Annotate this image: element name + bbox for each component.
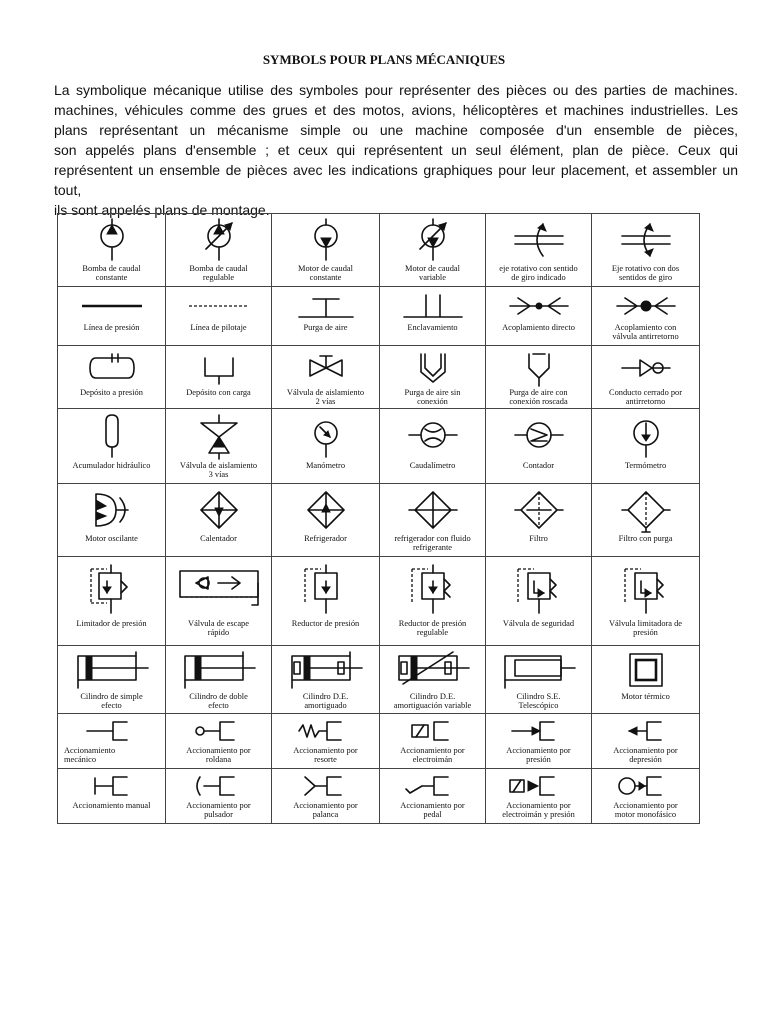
- symbol-cell: [592, 214, 700, 287]
- symbol-label: Eje rotativo con dos sentidos de giro: [611, 264, 680, 282]
- symbol-label: Acoplamiento con válvula antirretorno: [612, 323, 679, 341]
- intro-line: ils sont appelés plans de montage.: [54, 202, 270, 218]
- symbol-table: [57, 213, 700, 824]
- symbol-label: Calentador: [200, 534, 237, 543]
- check-valve-coupling-icon: [611, 289, 681, 323]
- symbol-cell: [166, 484, 272, 557]
- page-title: SYMBOLS POUR PLANS MÉCANIQUES: [262, 52, 506, 67]
- symbol-label: Reductor de presión regulable: [398, 619, 467, 637]
- counter-icon: [509, 411, 569, 461]
- symbol-label: Accionamiento por pedal: [400, 801, 465, 819]
- cooler-fluid-icon: [403, 486, 463, 534]
- symbol-cell: [380, 484, 486, 557]
- symbol-label: Cilindro D.E. amortiguado: [302, 692, 349, 710]
- symbol-label: Bomba de caudal constante: [82, 264, 141, 282]
- symbol-cell: [272, 409, 380, 484]
- symbol-cell: [58, 287, 166, 346]
- symbol-label: Accionamiento por resorte: [293, 746, 358, 764]
- symbol-label: Depósito a presión: [80, 388, 143, 397]
- pilot-line-icon: [184, 289, 254, 323]
- symbol-label: Reductor de presión: [291, 619, 360, 628]
- symbol-label: Limitador de presión: [76, 619, 147, 628]
- symbol-label: Accionamiento por electroimán: [400, 746, 465, 764]
- symbol-label: Filtro con purga: [618, 534, 673, 543]
- symbol-cell: [380, 769, 486, 824]
- symbol-cell: [58, 346, 166, 409]
- symbol-cell: [58, 409, 166, 484]
- interlock-icon: [398, 289, 468, 323]
- symbol-cell: [380, 287, 486, 346]
- symbol-cell: [166, 769, 272, 824]
- symbol-label: Depósito con carga: [186, 388, 251, 397]
- symbol-label: Termómetro: [624, 461, 667, 470]
- telescopic-cylinder-icon: [499, 648, 579, 692]
- symbol-label: Motor térmico: [621, 692, 670, 701]
- symbol-row: [58, 346, 700, 409]
- symbol-label: Refrigerador: [304, 534, 347, 543]
- symbol-cell: [166, 646, 272, 714]
- symbol-row: [58, 769, 700, 824]
- bleed-no-connection-icon: [403, 348, 463, 388]
- symbol-label: Accionamiento por pulsador: [186, 801, 251, 819]
- solenoid-actuation-icon: [398, 716, 468, 746]
- safety-valve-icon: [504, 559, 574, 619]
- symbol-label: Acumulador hidráulico: [72, 461, 151, 470]
- symbol-label: Accionamiento por electroimán y presión: [502, 801, 575, 819]
- intro-line: La symbolique mécanique utilise des symboles pour représenter des pièces ou des parties de machines.: [54, 82, 738, 98]
- symbol-cell: [380, 714, 486, 769]
- symbol-cell: [58, 769, 166, 824]
- symbol-cell: [58, 214, 166, 287]
- symbol-label: Accionamiento por presión: [506, 746, 571, 764]
- symbol-label: Cilindro de doble efecto: [189, 692, 248, 710]
- symbol-cell: [592, 346, 700, 409]
- symbol-label: Accionamiento manual: [72, 801, 151, 810]
- symbol-label: Purga de aire con conexión roscada: [509, 388, 568, 406]
- symbol-label: Accionamiento por roldana: [186, 746, 251, 764]
- intro-line: machines, véhicules comme des grues et des motos, avions, hélicoptères et machines industrielles. Les: [54, 102, 738, 118]
- pressure-reducer-icon: [291, 559, 361, 619]
- direct-coupling-icon: [504, 289, 574, 323]
- symbol-label: Enclavamiento: [407, 323, 458, 332]
- symbol-label: refrigerador con fluido refrigerante: [394, 534, 471, 552]
- symbol-cell: [486, 214, 592, 287]
- symbol-cell: [272, 214, 380, 287]
- symbol-label: Línea de presión: [83, 323, 140, 332]
- oscillating-motor-icon: [82, 486, 142, 534]
- intro-paragraph: [54, 80, 738, 220]
- symbol-label: Válvula de escape rápido: [188, 619, 249, 637]
- symbol-label: Cilindro de simple efecto: [80, 692, 143, 710]
- symbol-cell: [272, 646, 380, 714]
- symbol-cell: [58, 557, 166, 646]
- symbol-label: Contador: [522, 461, 555, 470]
- symbol-label: Motor de caudal constante: [298, 264, 353, 282]
- pressure-tank-icon: [82, 348, 142, 388]
- symbol-cell: [592, 646, 700, 714]
- symbol-label: Válvula de aislamiento 3 vías: [179, 461, 258, 479]
- symbol-cell: [592, 409, 700, 484]
- double-acting-cylinder-icon: [179, 648, 259, 692]
- symbol-row: [58, 287, 700, 346]
- symbol-cell: [272, 557, 380, 646]
- pedal-actuation-icon: [398, 771, 468, 801]
- symbol-cell: [486, 484, 592, 557]
- manometer-icon: [296, 411, 356, 461]
- symbol-label: Filtro: [529, 534, 548, 543]
- mechanical-actuation-icon: [77, 716, 147, 746]
- air-bleed-icon: [291, 289, 361, 323]
- symbol-label: Conducto cerrado por antirretorno: [608, 388, 683, 406]
- heater-icon: [189, 486, 249, 534]
- symbol-label: Purga de aire sin conexión: [404, 388, 461, 406]
- symbol-cell: [592, 287, 700, 346]
- relief-valve-icon: [611, 559, 681, 619]
- lever-actuation-icon: [291, 771, 361, 801]
- symbol-cell: [166, 714, 272, 769]
- symbol-label: Accionamiento por palanca: [293, 801, 358, 819]
- symbol-label: Manómetro: [305, 461, 346, 470]
- symbol-cell: [272, 714, 380, 769]
- shaft-two-directions-icon: [616, 216, 676, 264]
- motor-variable-icon: [408, 216, 458, 264]
- symbol-label: Motor oscilante: [85, 534, 138, 543]
- symbol-label: Motor de caudal variable: [405, 264, 460, 282]
- symbol-cell: [380, 346, 486, 409]
- cooler-icon: [296, 486, 356, 534]
- roller-actuation-icon: [184, 716, 254, 746]
- two-way-valve-icon: [296, 348, 356, 388]
- symbol-cell: [272, 346, 380, 409]
- adjustable-reducer-icon: [398, 559, 468, 619]
- pressure-limiter-icon: [77, 559, 147, 619]
- symbol-cell: [380, 409, 486, 484]
- single-acting-cylinder-icon: [72, 648, 152, 692]
- symbol-label: Línea de pilotaje: [190, 323, 247, 332]
- symbol-cell: [592, 557, 700, 646]
- symbol-cell: [272, 484, 380, 557]
- quick-exhaust-valve-icon: [174, 559, 264, 619]
- symbol-label: Bomba de caudal regulable: [189, 264, 248, 282]
- accumulator-icon: [82, 411, 142, 461]
- symbol-cell: [486, 557, 592, 646]
- symbol-cell: [166, 214, 272, 287]
- symbol-cell: [166, 409, 272, 484]
- symbol-cell: [486, 714, 592, 769]
- symbol-label: Cilindro S.E. Telescópico: [516, 692, 561, 710]
- pump-variable-icon: [194, 216, 244, 264]
- symbol-row: [58, 409, 700, 484]
- symbol-cell: [592, 714, 700, 769]
- manual-actuation-icon: [77, 771, 147, 801]
- symbol-cell: [166, 287, 272, 346]
- spring-actuation-icon: [291, 716, 361, 746]
- symbol-label: Cilindro D.E. amortiguación variable: [393, 692, 472, 710]
- symbol-label: eje rotativo con sentido de giro indicado: [499, 264, 578, 282]
- symbol-cell: [592, 769, 700, 824]
- intro-line: plans représentant un mécanisme simple ou une machine composée d'un ensemble de pièces,: [54, 122, 738, 138]
- symbol-cell: [380, 214, 486, 287]
- symbol-row: [58, 484, 700, 557]
- thermometer-icon: [616, 411, 676, 461]
- symbol-row: [58, 557, 700, 646]
- symbol-cell: [272, 769, 380, 824]
- symbol-cell: [486, 346, 592, 409]
- symbol-row: [58, 714, 700, 769]
- pushbutton-actuation-icon: [184, 771, 254, 801]
- intro-line: son appelés plans d'ensemble ; et ceux qui représentent un seul élément, plan de pièce. Ceux qui: [54, 142, 738, 158]
- symbol-cell: [380, 557, 486, 646]
- pump-fixed-icon: [87, 216, 137, 264]
- symbol-row: [58, 646, 700, 714]
- symbol-cell: [272, 287, 380, 346]
- symbol-label: Acoplamiento directo: [502, 323, 575, 332]
- symbol-label: Accionamiento por depresión: [613, 746, 678, 764]
- symbol-label: Válvula de seguridad: [502, 619, 575, 628]
- symbol-cell: [58, 484, 166, 557]
- symbol-label: Válvula de aislamiento 2 vías: [286, 388, 365, 406]
- intro-line: représentent un ensemble de pièces avec les indications graphiques pour leur placement, et assembler un tout,: [54, 162, 738, 198]
- symbol-cell: [380, 646, 486, 714]
- symbol-label: Caudalímetro: [409, 461, 456, 470]
- symbol-cell: [486, 646, 592, 714]
- variable-cushion-cylinder-icon: [393, 648, 473, 692]
- symbol-cell: [486, 409, 592, 484]
- symbol-cell: [592, 484, 700, 557]
- three-way-valve-icon: [189, 411, 249, 461]
- pressure-actuation-icon: [504, 716, 574, 746]
- symbol-label: Válvula limitadora de presión: [608, 619, 683, 637]
- symbol-cell: [58, 646, 166, 714]
- cushioned-cylinder-icon: [286, 648, 366, 692]
- filter-drain-icon: [616, 486, 676, 534]
- symbol-row: [58, 214, 700, 287]
- single-phase-motor-actuation-icon: [611, 771, 681, 801]
- symbol-cell: [486, 287, 592, 346]
- check-closed-duct-icon: [616, 348, 676, 388]
- bleed-threaded-icon: [509, 348, 569, 388]
- symbol-cell: [486, 769, 592, 824]
- thermal-motor-icon: [606, 648, 686, 692]
- motor-fixed-icon: [301, 216, 351, 264]
- solenoid-pressure-actuation-icon: [504, 771, 574, 801]
- loaded-tank-icon: [189, 348, 249, 388]
- symbol-label: Purga de aire: [303, 323, 348, 332]
- symbol-cell: [166, 346, 272, 409]
- pressure-line-icon: [77, 289, 147, 323]
- flowmeter-icon: [403, 411, 463, 461]
- vacuum-actuation-icon: [611, 716, 681, 746]
- filter-icon: [509, 486, 569, 534]
- symbol-label: Accionamiento mecánico: [64, 746, 116, 764]
- symbol-cell: [166, 557, 272, 646]
- symbol-cell: [58, 714, 166, 769]
- symbol-label: Accionamiento por motor monofásico: [613, 801, 678, 819]
- shaft-one-direction-icon: [509, 216, 569, 264]
